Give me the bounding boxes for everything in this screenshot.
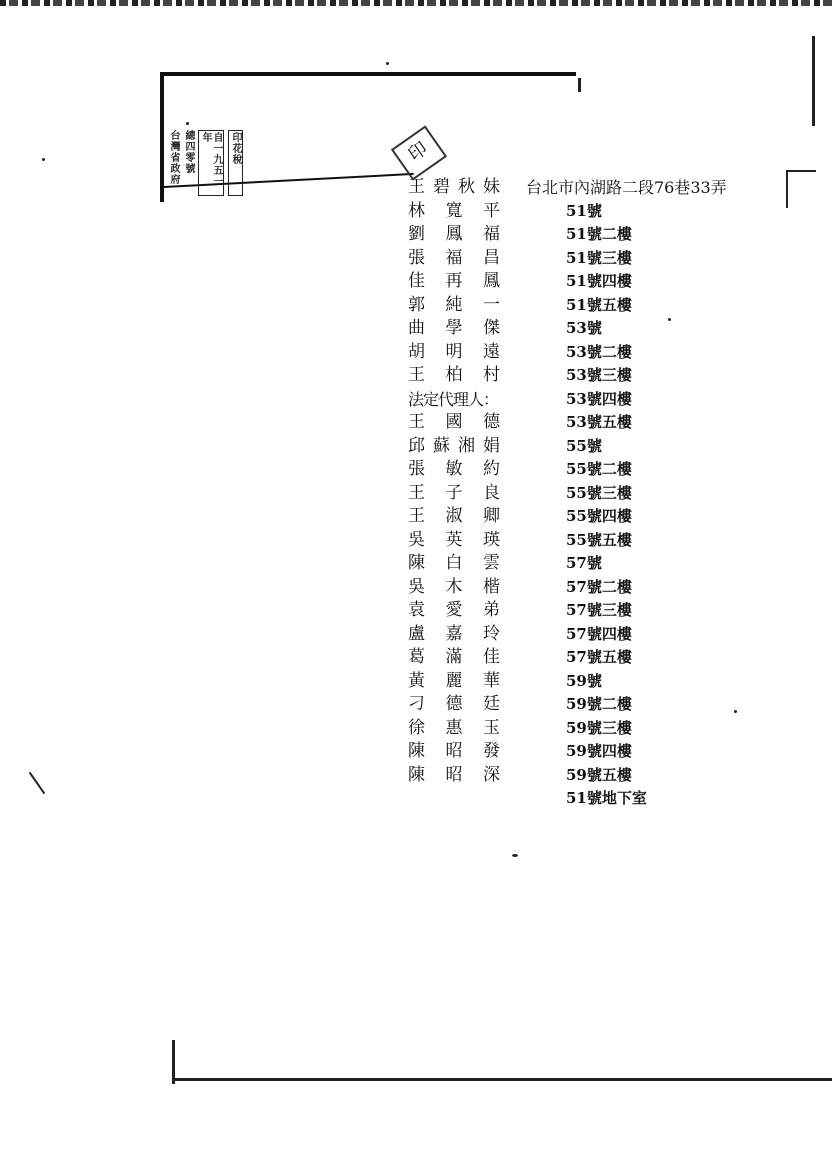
name-char: 陳 bbox=[408, 553, 425, 573]
name-char: 曲 bbox=[408, 318, 425, 338]
address-row: 59號四樓 bbox=[566, 742, 632, 760]
name-char: 國 bbox=[445, 412, 463, 432]
name-row bbox=[408, 529, 500, 553]
name-char: 吳 bbox=[408, 576, 425, 597]
name-char: 陳 bbox=[408, 764, 425, 785]
scan-top-edge bbox=[0, 0, 832, 6]
name-char: 鳳 bbox=[445, 224, 463, 244]
name-char: 嘉 bbox=[445, 623, 463, 644]
name-char: 林 bbox=[408, 200, 425, 221]
name-char: 柏 bbox=[445, 365, 463, 385]
seal-column: 印花稅 bbox=[228, 130, 243, 196]
name-char: 華 bbox=[483, 670, 500, 691]
name-char: 卿 bbox=[483, 506, 500, 526]
name-char: 發 bbox=[483, 741, 500, 761]
name-char: 吳 bbox=[408, 529, 425, 550]
name-char: 碧 bbox=[433, 177, 450, 197]
frame-bottom-line bbox=[172, 1078, 832, 1081]
name-row bbox=[408, 717, 500, 741]
scratch-mark bbox=[29, 772, 46, 794]
name-char: 鳳 bbox=[483, 271, 500, 291]
name-char: 淑 bbox=[445, 506, 463, 526]
name-char: 瑛 bbox=[483, 529, 500, 550]
name-char: 明 bbox=[445, 341, 463, 362]
name-char: 佳 bbox=[483, 647, 500, 667]
name-char: 學 bbox=[445, 318, 463, 338]
name-char: 村 bbox=[483, 365, 500, 385]
name-row bbox=[408, 505, 500, 529]
address-row: 51號四樓 bbox=[566, 272, 632, 290]
address-row: 55號二樓 bbox=[566, 460, 632, 478]
name-char: 楷 bbox=[483, 576, 500, 597]
name-char: 寬 bbox=[445, 200, 463, 221]
address-row: 55號五樓 bbox=[566, 530, 632, 549]
name-char: 昌 bbox=[483, 247, 500, 268]
address-row: 57號三樓 bbox=[566, 601, 632, 619]
address-row: 59號五樓 bbox=[566, 765, 632, 784]
name-char: 昭 bbox=[445, 741, 463, 761]
address-row: 57號五樓 bbox=[566, 648, 632, 666]
corner-stamp-icon: 印 bbox=[391, 125, 447, 180]
address-row: 53號五樓 bbox=[566, 413, 632, 431]
name-char: 平 bbox=[483, 200, 500, 221]
name-char: 弟 bbox=[483, 600, 500, 620]
name-row bbox=[408, 552, 500, 576]
name-row bbox=[408, 341, 500, 365]
name-row bbox=[408, 670, 500, 694]
name-row bbox=[408, 317, 500, 341]
speck bbox=[734, 710, 737, 713]
name-row bbox=[408, 411, 500, 435]
name-char: 廷 bbox=[483, 694, 500, 714]
address-row: 51號三樓 bbox=[566, 248, 632, 267]
speck bbox=[668, 318, 671, 321]
legal-representative-label: 法定代理人： bbox=[408, 389, 499, 409]
name-char: 英 bbox=[445, 529, 463, 550]
speck bbox=[578, 78, 581, 92]
name-char: 福 bbox=[445, 247, 463, 268]
name-char: 敏 bbox=[445, 459, 463, 479]
name-char: 白 bbox=[445, 553, 463, 573]
address-row: 57號 bbox=[566, 554, 602, 572]
name-char: 妹 bbox=[483, 177, 500, 197]
name-char: 湘 bbox=[458, 435, 475, 456]
name-char: 郭 bbox=[408, 294, 425, 315]
address-row: 59號三樓 bbox=[566, 718, 632, 737]
name-row bbox=[408, 435, 500, 459]
name-row bbox=[408, 247, 500, 271]
name-char: 劉 bbox=[408, 224, 425, 244]
seal-column: 自一九五一年 bbox=[198, 130, 224, 196]
name-row bbox=[408, 623, 500, 647]
name-row bbox=[408, 458, 500, 482]
name-row bbox=[408, 576, 500, 600]
name-char: 黃 bbox=[408, 670, 425, 691]
name-char: 惠 bbox=[445, 717, 463, 738]
name-row bbox=[408, 646, 500, 670]
speck bbox=[42, 158, 45, 161]
address-row: 51號二樓 bbox=[566, 225, 632, 243]
name-char: 袁 bbox=[408, 600, 425, 620]
name-char: 王 bbox=[408, 482, 425, 503]
name-char: 木 bbox=[445, 576, 463, 597]
name-char: 刁 bbox=[408, 694, 425, 714]
address-row: 53號三樓 bbox=[566, 366, 632, 384]
name-row bbox=[408, 599, 500, 623]
name-char: 滿 bbox=[445, 647, 463, 667]
name-char: 雲 bbox=[483, 553, 500, 573]
name-char: 福 bbox=[483, 224, 500, 244]
frame-left-line bbox=[160, 72, 164, 202]
frame-top-line bbox=[160, 72, 576, 76]
name-char: 王 bbox=[408, 506, 425, 526]
name-row bbox=[408, 200, 500, 224]
name-char: 王 bbox=[408, 412, 425, 432]
name-row bbox=[408, 482, 500, 506]
name-char: 徐 bbox=[408, 717, 425, 738]
name-char: 張 bbox=[408, 459, 425, 479]
address-row: 51號 bbox=[566, 201, 602, 220]
name-char: 子 bbox=[445, 482, 463, 503]
name-row bbox=[408, 693, 500, 717]
name-char: 遠 bbox=[483, 341, 500, 362]
name-row bbox=[408, 294, 500, 318]
name-row bbox=[408, 270, 500, 294]
address-row: 59號 bbox=[566, 671, 602, 690]
frame-right-line bbox=[812, 36, 815, 126]
name-char: 葛 bbox=[408, 647, 425, 667]
name-row bbox=[408, 176, 500, 200]
name-char: 再 bbox=[445, 271, 463, 291]
speck bbox=[386, 62, 389, 65]
name-char: 純 bbox=[445, 294, 463, 315]
address-row: 51號五樓 bbox=[566, 295, 632, 314]
name-char: 王 bbox=[408, 365, 425, 385]
address-row: 59號二樓 bbox=[566, 695, 632, 713]
name-char: 愛 bbox=[445, 600, 463, 620]
name-char: 德 bbox=[483, 412, 500, 432]
name-char: 蘇 bbox=[433, 435, 450, 456]
address-row: 57號四樓 bbox=[566, 624, 632, 643]
name-row bbox=[408, 223, 500, 247]
name-char: 麗 bbox=[445, 670, 463, 691]
address-row: 53號 bbox=[566, 319, 602, 337]
address-row: 53號四樓 bbox=[566, 389, 632, 408]
name-char: 深 bbox=[483, 764, 500, 785]
names-column bbox=[408, 176, 508, 787]
name-char: 良 bbox=[483, 482, 500, 503]
name-row bbox=[408, 364, 500, 388]
name-char: 張 bbox=[408, 247, 425, 268]
address-row: 57號二樓 bbox=[566, 577, 632, 596]
header-address: 台北市內湖路二段76巷33弄 bbox=[526, 178, 727, 197]
name-char: 昭 bbox=[445, 764, 463, 785]
speck bbox=[186, 122, 189, 125]
seal-column: 總四零號 bbox=[183, 130, 194, 174]
name-char: 玲 bbox=[483, 623, 500, 644]
address-row: 55號四樓 bbox=[566, 507, 632, 525]
name-char: 盧 bbox=[408, 623, 425, 644]
name-char: 胡 bbox=[408, 341, 425, 362]
name-char: 玉 bbox=[483, 717, 500, 738]
seal-column: 台灣省政府 bbox=[168, 130, 179, 185]
name-char: 一 bbox=[483, 294, 500, 315]
speck bbox=[512, 854, 518, 857]
name-char: 娟 bbox=[483, 435, 500, 456]
name-row bbox=[408, 740, 500, 764]
name-char: 傑 bbox=[483, 318, 500, 338]
addresses-column bbox=[566, 200, 647, 811]
address-row: 55號 bbox=[566, 436, 602, 455]
name-char: 王 bbox=[408, 177, 425, 197]
address-row: 53號二樓 bbox=[566, 342, 632, 361]
name-char: 邱 bbox=[408, 435, 425, 456]
name-char: 陳 bbox=[408, 741, 425, 761]
address-row: 51號地下室 bbox=[566, 789, 647, 807]
address-row: 55號三樓 bbox=[566, 483, 632, 502]
seal-stamp bbox=[168, 130, 310, 196]
name-row bbox=[408, 764, 500, 788]
name-char: 約 bbox=[483, 459, 500, 479]
name-char: 佳 bbox=[408, 271, 425, 291]
name-char: 德 bbox=[445, 694, 463, 714]
right-bracket bbox=[786, 170, 816, 208]
name-char: 秋 bbox=[458, 177, 475, 197]
